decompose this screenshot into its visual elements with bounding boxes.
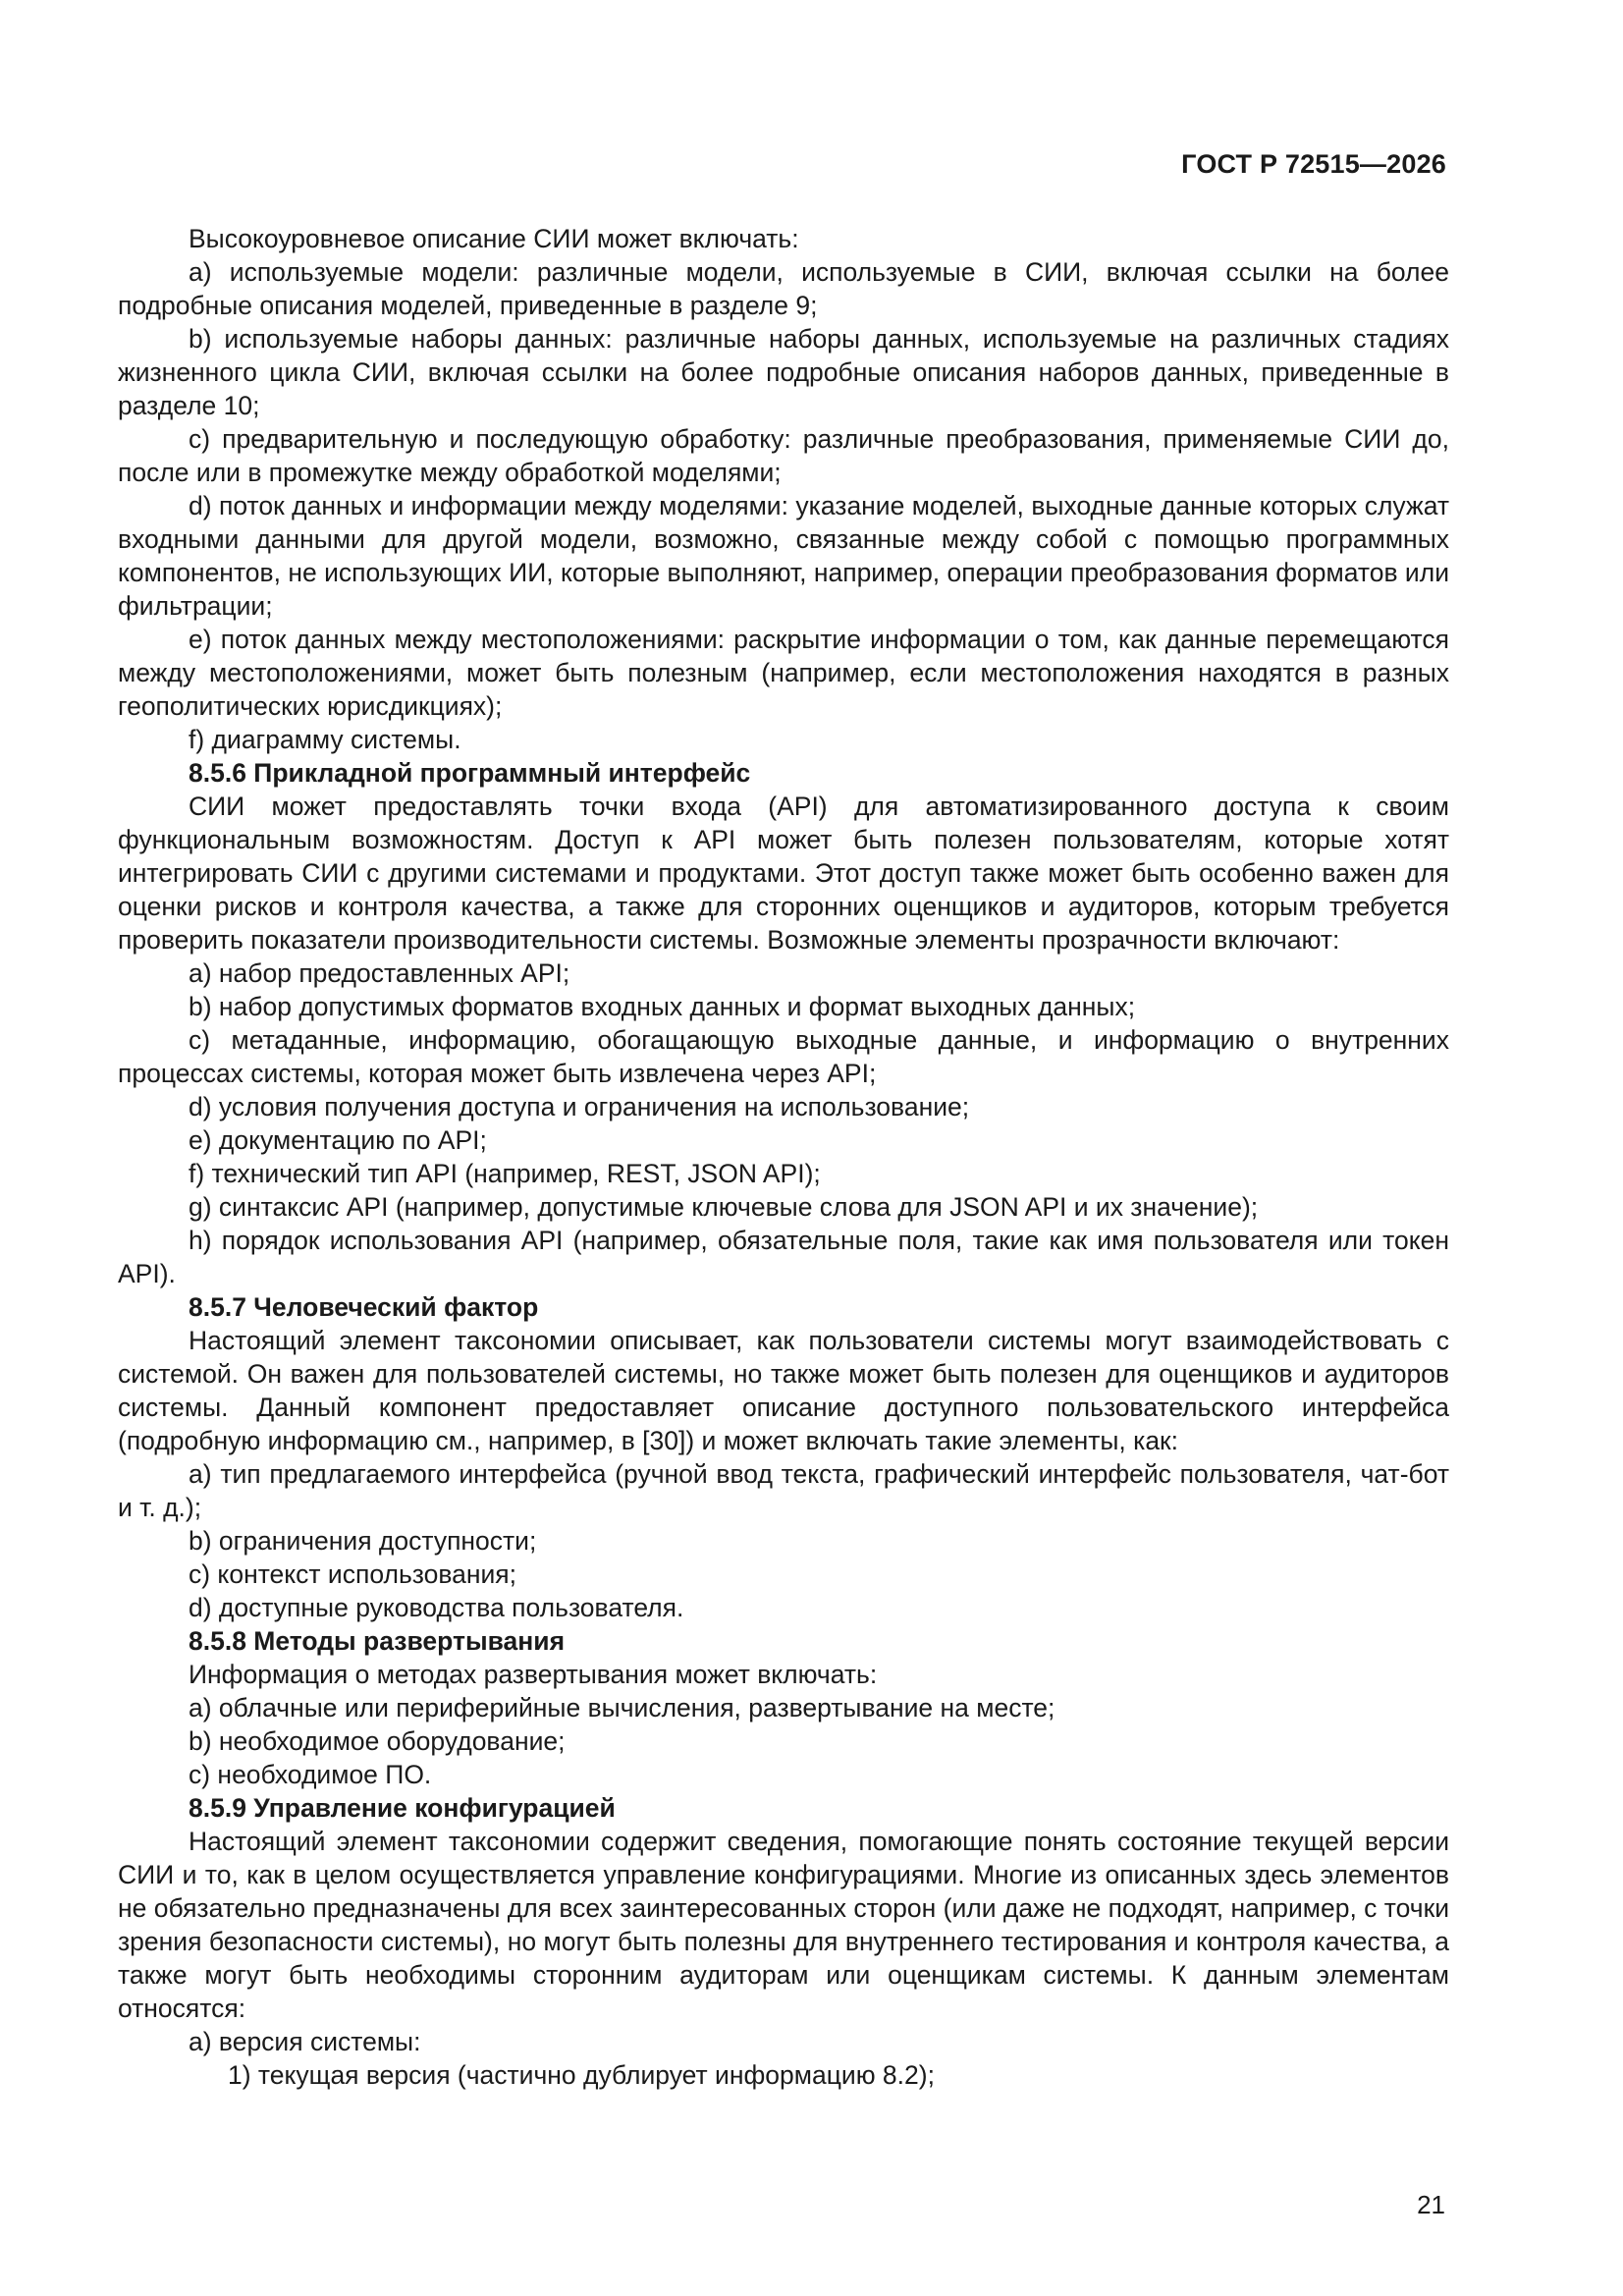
- section-heading: 8.5.6 Прикладной программный интерфейс: [189, 758, 751, 788]
- document-header: ГОСТ Р 72515—2026: [1181, 149, 1446, 179]
- paragraph: Настоящий элемент таксономии описывает, как пользователи системы могут взаимодействовать с системой. Он важен для пользователей системы, но также может быть полезен для оценщиков и аудиторов системы. Данный компонент предоставляет описание доступного пользовательского интерфейса (подробную информацию см., например, в [30]) и может включать такие элементы, как:: [118, 1326, 1449, 1455]
- paragraph: b) ограничения доступности;: [189, 1526, 537, 1556]
- paragraph: d) поток данных и информации между моделями: указание моделей, выходные данные которых служат входными данными для другой модели, возможно, связанные между собой с помощью программных компонентов, не использующих ИИ, которые выполняют, например, операции преобразования форматов или фильтрации;: [118, 491, 1449, 621]
- paragraph: b) набор допустимых форматов входных данных и формат выходных данных;: [189, 992, 1136, 1021]
- paragraph: Информация о методах развертывания может включать:: [189, 1660, 878, 1689]
- section-heading: 8.5.7 Человеческий фактор: [189, 1292, 539, 1322]
- paragraph: f) технический тип API (например, REST, JSON API);: [189, 1159, 821, 1188]
- paragraph: d) доступные руководства пользователя.: [189, 1593, 684, 1622]
- paragraph: c) метаданные, информацию, обогащающую выходные данные, и информацию о внутренних процессах системы, которая может быть извлечена через API;: [118, 1025, 1449, 1088]
- paragraph: c) необходимое ПО.: [189, 1760, 432, 1789]
- paragraph: h) порядок использования API (например, обязательные поля, такие как имя пользователя или токен API).: [118, 1226, 1449, 1288]
- paragraph: e) поток данных между местоположениями: раскрытие информации о том, как данные перемещаются между местоположениями, может быть полезным (например, если местоположения находятся в разных геополитических юрисдикциях);: [118, 625, 1449, 721]
- paragraph: a) облачные или периферийные вычисления, развертывание на месте;: [189, 1693, 1055, 1722]
- page-number: 21: [1417, 2190, 1445, 2219]
- paragraph: d) условия получения доступа и ограничения на использование;: [189, 1092, 970, 1121]
- paragraph: СИИ может предоставлять точки входа (API) для автоматизированного доступа к своим функциональным возможностям. Доступ к API может быть полезен пользователям, которые хотят интегрировать СИИ с другими системами и продуктами. Этот доступ также может быть особенно важен для оценки рисков и контроля качества, а также для сторонних оценщиков и аудиторов, которым требуется проверить показатели производительности системы. Возможные элементы прозрачности включают:: [118, 792, 1449, 955]
- document-body: [118, 222, 1449, 2092]
- paragraph: 1) текущая версия (частично дублирует информацию 8.2);: [228, 2060, 935, 2090]
- paragraph: b) необходимое оборудование;: [189, 1726, 566, 1756]
- paragraph: c) предварительную и последующую обработку: различные преобразования, применяемые СИИ до, после или в промежутке между обработкой моделями;: [118, 424, 1449, 487]
- paragraph: b) используемые наборы данных: различные наборы данных, используемые на различных стадиях жизненного цикла СИИ, включая ссылки на более подробные описания наборов данных, приведенные в разделе 10;: [118, 324, 1449, 420]
- paragraph: Высокоуровневое описание СИИ может включать:: [189, 224, 799, 253]
- paragraph: a) версия системы:: [189, 2027, 421, 2056]
- paragraph: a) используемые модели: различные модели, используемые в СИИ, включая ссылки на более подробные описания моделей, приведенные в разделе 9;: [118, 257, 1449, 320]
- paragraph: c) контекст использования;: [189, 1559, 517, 1589]
- paragraph: f) диаграмму системы.: [189, 725, 461, 754]
- paragraph: e) документацию по API;: [189, 1125, 487, 1155]
- paragraph: a) тип предлагаемого интерфейса (ручной ввод текста, графический интерфейс пользователя, чат-бот и т. д.);: [118, 1459, 1449, 1522]
- paragraph: a) набор предоставленных API;: [189, 958, 570, 988]
- section-heading: 8.5.9 Управление конфигурацией: [189, 1793, 616, 1823]
- section-heading: 8.5.8 Методы развертывания: [189, 1626, 566, 1656]
- paragraph: g) синтаксис API (например, допустимые ключевые слова для JSON API и их значение);: [189, 1192, 1259, 1222]
- paragraph: Настоящий элемент таксономии содержит сведения, помогающие понять состояние текущей версии СИИ и то, как в целом осуществляется управление конфигурациями. Многие из описанных здесь элементов не обязательно предназначены для всех заинтересованных сторон (или даже не подходят, например, с точки зрения безопасности системы), но могут быть полезны для внутреннего тестирования и контроля качества, а также могут быть необходимы сторонним аудиторам или оценщикам системы. К данным элементам относятся:: [118, 1827, 1449, 2023]
